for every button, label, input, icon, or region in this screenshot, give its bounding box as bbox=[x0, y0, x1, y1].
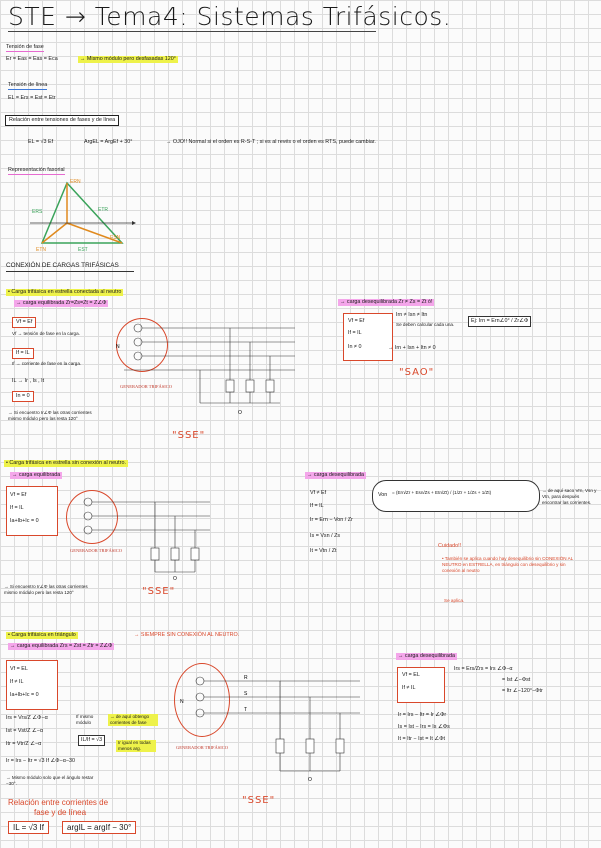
tension-fase-heading: Tensión de fase bbox=[6, 44, 44, 50]
c2-box-vf: Vf = Ef bbox=[10, 492, 27, 498]
c3-irs: Irs = Vrs/Z ∠Φ−α bbox=[6, 715, 48, 721]
c3-node-o: O bbox=[308, 777, 312, 783]
conexion-underline bbox=[6, 271, 134, 272]
phasor-label: ESN bbox=[110, 235, 121, 241]
c3-itr: Itr = Vtr/Z ∠−α bbox=[6, 741, 42, 747]
c3-deseq-ir: Ir = Irs − Itr = Ir ∠Φr bbox=[398, 712, 447, 718]
phasor-label: ETN bbox=[36, 247, 46, 253]
fasorial-heading: Representación fasorial bbox=[8, 167, 65, 173]
relacion-eq1: EL = √3 Ef bbox=[28, 139, 54, 145]
page-title: STE → Tema4: Sistemas Trifásicos. bbox=[8, 2, 452, 31]
phasor-label: ERN bbox=[70, 179, 81, 185]
c3-deseq-irs: Irs = Ers/Zrs = Irs ∠Φ−α bbox=[454, 666, 513, 672]
c3-box-vf: Vf = EL bbox=[10, 666, 28, 672]
c3-generator-label: GENERADOR TRIFÁSICO bbox=[176, 745, 229, 750]
c1-sao: "SAO" bbox=[399, 367, 435, 378]
c1-deseq-formula: Ej: Irn = Ern∠0° / Zr∠Φ bbox=[468, 316, 531, 327]
phasor-label: ETR bbox=[98, 207, 108, 213]
c3-bottom-note: → Mismo módulo solo que el ángulo restar −30°. bbox=[6, 775, 94, 786]
c3-side-note2: → de aquí obtengo corrientes de fase bbox=[108, 714, 158, 726]
c3-node-n: N bbox=[180, 699, 184, 705]
c2-generator-label: GENERADOR TRIFÁSICO bbox=[70, 548, 123, 553]
c1-il-list: IL → Ir , Is , It bbox=[12, 378, 45, 384]
c2-sub-deseq: → carga desequilibrada bbox=[307, 472, 364, 478]
c3-sse: "SSE" bbox=[242, 795, 276, 806]
c3-node-r: R bbox=[244, 675, 248, 681]
c1-deseq-in: In ≠ 0 bbox=[348, 344, 362, 350]
conexion-heading: CONEXIÓN DE CARGAS TRIFÁSICAS bbox=[6, 262, 119, 269]
c2-sub-equil: → carga equilibrada bbox=[12, 472, 61, 478]
relacion2-eq2: argIL = argIf − 30° bbox=[62, 821, 136, 834]
title-underline bbox=[8, 31, 376, 32]
c1-circuit bbox=[110, 318, 310, 418]
c1-box-if-note: If → corriente de fase en la carga. bbox=[12, 361, 82, 366]
c2-il: If = IL bbox=[310, 503, 324, 509]
c2-bottom-note: → Si encuentro Ir∠Φ las otras corrientes mismo módulo pero las resta 120° bbox=[4, 584, 88, 595]
c3-node-s: S bbox=[244, 691, 248, 697]
phasor-label: EST bbox=[78, 247, 88, 253]
c3-sub-equil: → carga equilibrada Zrs = Zst = Ztr = Z∠Φ bbox=[10, 643, 113, 649]
c3-deseq-itr: = Itr ∠−120°−Φtr bbox=[502, 688, 543, 694]
c2-box-if: If = IL bbox=[10, 505, 24, 511]
c3-ist: Ist = Vst/Z ∠−α bbox=[6, 728, 44, 734]
c1-deseq-note2: Se deben calcular cada una. bbox=[396, 322, 455, 327]
c2-von-label: Von bbox=[378, 492, 388, 498]
c3-side-note3: Ir igual en todas menos arg. bbox=[116, 740, 156, 752]
c1-deseq-vf: Vf = Ef bbox=[348, 318, 365, 324]
c1-deseq-sum: → Irn + Isn + Itn ≠ 0 bbox=[388, 345, 436, 351]
c3-title: • Carga trifásica en triángulo bbox=[8, 632, 76, 638]
c2-node-o: O bbox=[173, 576, 177, 582]
tension-fase-eq: Er = Eas = Eas = Eca bbox=[6, 56, 58, 62]
relacion2-heading1: Relación entre corrientes de bbox=[8, 798, 109, 807]
c1-generator-label: GENERADOR TRIFÁSICO bbox=[120, 384, 173, 389]
c3-box-if: If ≠ IL bbox=[10, 679, 24, 685]
relacion-eq2: ArgEL = ArgEf + 30° bbox=[84, 139, 133, 145]
c3-deseq-vf: Vf = EL bbox=[402, 672, 420, 678]
c2-ir: Ir = Ern − Von / Zr bbox=[310, 517, 353, 523]
c3-ratio: IL/If = √3 bbox=[78, 735, 105, 746]
c3-deseq-ist: = Ist ∠−Φst bbox=[502, 677, 531, 683]
c2-circuit bbox=[60, 490, 220, 580]
c2-sse: "SSE" bbox=[142, 586, 176, 597]
c3-title-note: → SIEMPRE SIN CONEXIÓN AL NEUTRO. bbox=[134, 632, 240, 638]
c2-title: • Carga trifásica en estrella sin conexión al neutro. bbox=[6, 460, 126, 466]
c3-deseq-is: Is = Ist − Irs = Is ∠Φs bbox=[398, 724, 450, 730]
tension-linea-eq: EL = Ers = Est = Etr bbox=[8, 95, 56, 101]
c2-cuidado-text: • También se aplica cuando hay desequilibrio sin CONEXIÓN AL NEUTRO en ESTRELLA, en triángulo con desequilibrio y sin conexión al neutro bbox=[442, 556, 574, 573]
phasor-label: ERS bbox=[32, 209, 43, 215]
c1-sub-deseq: → carga desequilibrada Zr ≠ Zs = Zt ó! bbox=[340, 299, 433, 305]
relacion-heading: Relación entre tensiones de fases y de línea bbox=[5, 115, 119, 126]
c2-it: It = Vtn / Zt bbox=[310, 548, 337, 554]
tension-fase-note: → Mismo módulo pero desfasadas 120° bbox=[80, 56, 176, 62]
c2-vf: Vf ≠ Ef bbox=[310, 490, 327, 496]
c1-box-vf-note: Vf → tensión de fase en la carga. bbox=[12, 331, 80, 336]
c2-is: Is = Vsn / Zs bbox=[310, 533, 341, 539]
c1-title: • Carga trifásica en estrella conectada al neutro bbox=[8, 289, 122, 295]
c1-node-n: N bbox=[116, 344, 120, 350]
c1-deseq-if: If = IL bbox=[348, 330, 362, 336]
c1-box-vf: Vf = Ef bbox=[12, 317, 36, 328]
c3-ir-line: Ir = Irs − Itr = √3 If ∠Φ−α−30 bbox=[6, 758, 75, 764]
c3-box-sum: Ia+Ib+Ic = 0 bbox=[10, 692, 39, 698]
tension-linea-heading: Tensión de línea bbox=[8, 82, 48, 88]
c1-sse: "SSE" bbox=[172, 430, 206, 441]
c2-von-result: → de aquí saco Vrn, Vsn y Vtn, para después encontrar las corrientes. bbox=[542, 488, 597, 505]
c1-box-in: In = 0 bbox=[12, 391, 34, 402]
phasor-diagram bbox=[30, 175, 170, 255]
c1-node-o: O bbox=[238, 410, 242, 416]
relacion2-heading2: fase y de línea bbox=[34, 808, 87, 817]
relacion-note: → OJO!! Normal si el orden es R-S-T ; si es al revés o el orden es RTS, puede cambiar. bbox=[166, 139, 376, 145]
c3-node-t: T bbox=[244, 707, 248, 713]
c1-sub-equil: → carga equilibrada Zr=Zs=Zt = Z∠Φ bbox=[16, 300, 107, 306]
relacion2-eq1: IL = √3 If bbox=[8, 821, 49, 834]
c2-cuidado-tail: Se aplica. bbox=[444, 598, 465, 603]
c3-deseq-if: If ≠ IL bbox=[402, 685, 416, 691]
c2-von-eq: = (Ern/Zr + Esn/Zs + Etn/Zt) / (1/Zr + 1/Zs + 1/Zt) bbox=[392, 490, 492, 495]
c1-bottom-note: → Si encuentro Ir∠Φ las otras corrientes mismo módulo pero las resta 120° bbox=[8, 410, 92, 421]
c3-deseq-it: It = Itr − Ist = It ∠Φt bbox=[398, 736, 446, 742]
c2-von-oval bbox=[372, 480, 540, 512]
c1-deseq-note1: Irn ≠ Isn ≠ Itn bbox=[396, 312, 428, 318]
c2-cuidado-title: Cuidado!! bbox=[438, 543, 462, 549]
c3-side-note1: If mismo módulo bbox=[76, 714, 94, 725]
c3-sub-deseq: → carga desequilibrada bbox=[398, 653, 455, 659]
c2-box-sum: Ia+Ib+Ic = 0 bbox=[10, 518, 39, 524]
c3-circuit bbox=[170, 663, 370, 783]
c1-box-if: If = IL bbox=[12, 348, 34, 359]
